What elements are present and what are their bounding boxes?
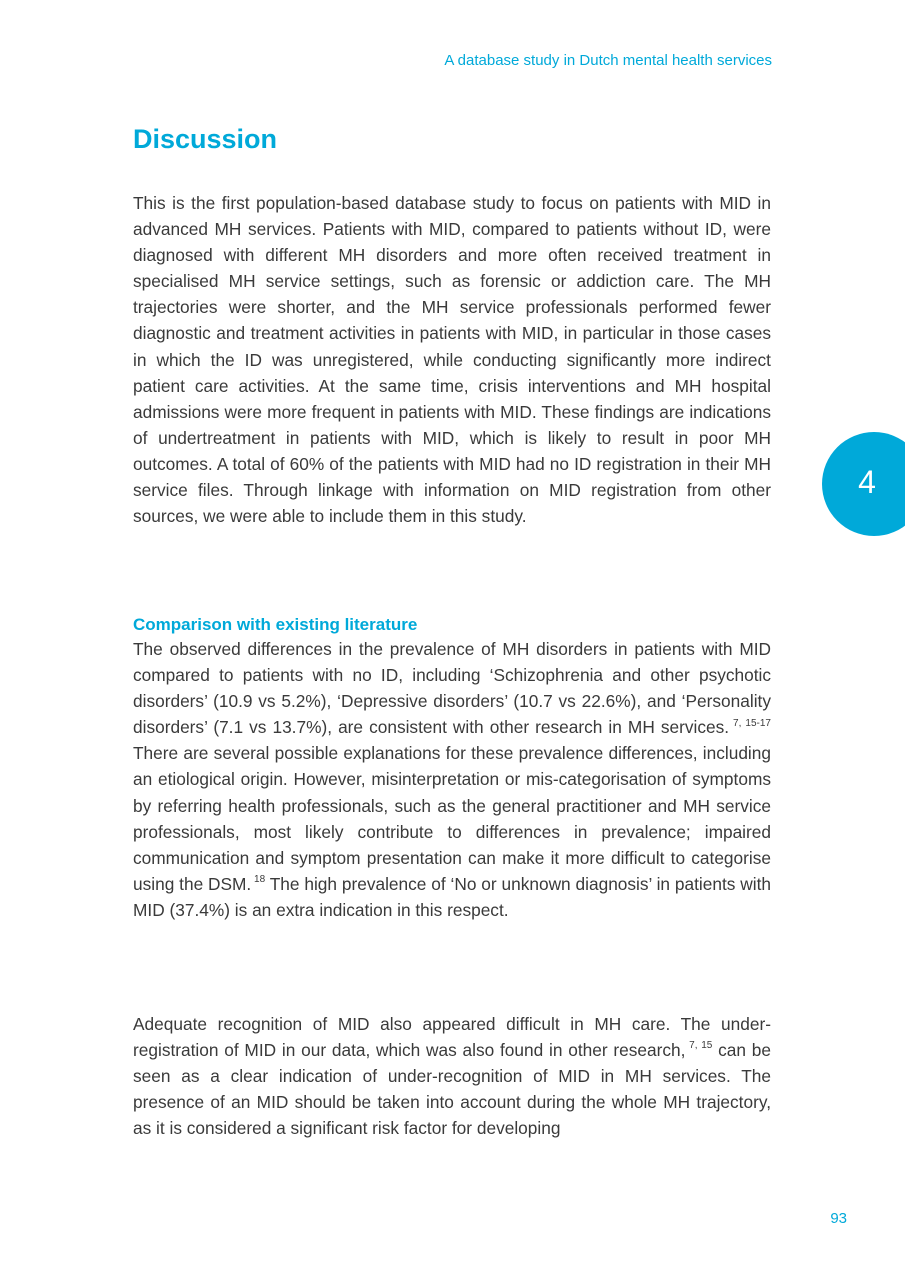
page-number: 93	[830, 1210, 847, 1227]
body-block-intro	[133, 190, 771, 529]
paragraph-text: The observed differences in the prevalence of MH disorders in patients with MID compared to patients with no ID, including ‘Schizophrenia and other psychotic disorders’ (10.9 vs 5.2%), ‘Depressive disorders’ (10.7 vs 22.6%), and ‘Personality disorders’ (7.1 vs 13.7%), are consistent with other research in MH services.	[133, 639, 771, 738]
paragraph-intro: This is the first population-based database study to focus on patients with MID in advanced MH services. Patients with MID, compared to patients without ID, were diagnosed with different MH disorders and more often received treatment in specialised MH service settings, such as forensic or addiction care. The MH trajectories were shorter, and the MH service professionals performed fewer diagnostic and treatment activities in patients with MID, in particular in those cases in which the ID was unregistered, while conducting significantly more indirect patient care activities. At the same time, crisis interventions and MH hospital admissions were more frequent in patients with MID. These findings are indications of undertreatment in patients with MID, which is likely to result in poor MH outcomes. A total of 60% of the patients with MID had no ID registration in their MH service files. Through linkage with information on MID registration from other sources, we were able to include them in this study.	[133, 193, 771, 527]
citation-ref: 7, 15	[685, 1040, 713, 1052]
subheading-comparison: Comparison with existing literature	[133, 615, 418, 634]
paragraph-text: There are several possible explanations for these prevalence differences, including an etiological origin. However, misinterpretation or mis-categorisation of symptoms by referring health professionals, such as the general practitioner and MH service professionals, most likely contribute to differences in prevalence; impaired communication and symptom presentation can make it more difficult to categorise using the DSM.	[133, 743, 771, 894]
paragraph-text: can be seen as a clear indication of under-recognition of MID in MH services. The presence of an MID should be taken into account during the whole MH trajectory, as it is considered a significant risk factor for developing	[133, 1040, 771, 1139]
citation-ref: 7, 15-17	[729, 717, 771, 729]
chapter-tab-number: 4	[858, 464, 876, 500]
body-block-comparison	[133, 614, 771, 923]
paragraph-text: Adequate recognition of MID also appeared difficult in MH care. The under-registration of MID in our data, which was also found in other research,	[133, 1014, 771, 1061]
paragraph-recognition	[133, 1011, 771, 1141]
citation-ref: 18	[251, 874, 266, 886]
paragraph-comparison	[133, 636, 771, 923]
paragraph-text: The high prevalence of ‘No or unknown diagnosis’ in patients with MID (37.4%) is an extra indication in this respect.	[133, 873, 771, 920]
body-block-recognition	[133, 1011, 771, 1141]
running-header: A database study in Dutch mental health services	[444, 52, 772, 69]
section-title: Discussion	[133, 124, 278, 154]
